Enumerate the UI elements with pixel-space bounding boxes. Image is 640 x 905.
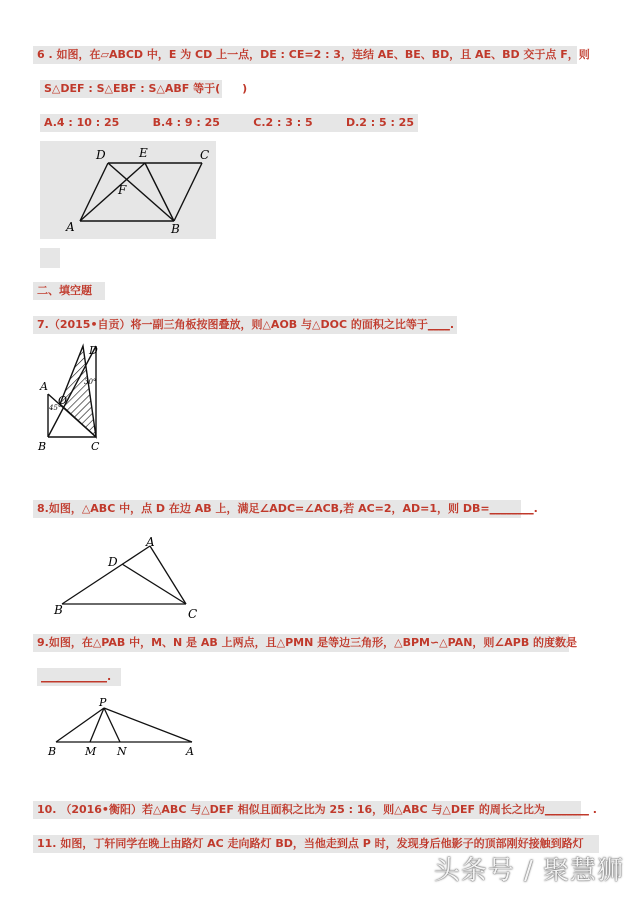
q10-stem-text: 10. （2016•衡阳）若△ABC 与△DEF 相似且面积之比为 25 : 16，则△ABC 与△DEF 的周长之比为	[37, 803, 545, 816]
q8-side-ba	[62, 546, 150, 604]
q7-label-a: A	[40, 380, 48, 393]
q8-stem-text: 8.如图，△ABC 中，点 D 在边 AB 上，满足∠ADC=∠ACB,若 AC=2，AD=1，则 DB=	[37, 502, 490, 515]
q7-angle-30: 30°	[84, 378, 97, 386]
q9-label-n: N	[117, 745, 127, 758]
q6-ratio: S△DEF : S△EBF : S△ABF 等于( )	[40, 80, 222, 98]
q9-stem: 9.如图，在△PAB 中，M、N 是 AB 上两点，且△PMN 是等边三角形，△BPM∽△PAN，则∠APB 的度数是	[33, 634, 569, 652]
q8-stem	[33, 500, 538, 518]
q6-label-a: A	[66, 220, 75, 234]
q7-hatched-triangle	[60, 346, 96, 437]
q6-parallelogram-figure	[40, 141, 216, 239]
q6-label-d: D	[96, 148, 106, 162]
q9-label-p: P	[99, 696, 107, 709]
q8-stem-end: .	[533, 502, 538, 515]
q10-stem-end: .	[588, 803, 597, 816]
q7-angle-45: 45°	[49, 404, 62, 412]
watermark-text: 头条号 / 聚慧狮	[433, 856, 624, 886]
q6-label-b: B	[171, 222, 180, 236]
q7-stem	[33, 316, 457, 334]
q10-answer-blank: ________	[544, 803, 589, 816]
q8-label-b: B	[54, 603, 63, 617]
q7-triangle-figure	[36, 342, 106, 454]
small-shaded-box	[40, 248, 60, 268]
q7-stem-end: .	[449, 318, 455, 331]
q8-label-c: C	[188, 607, 198, 621]
q9-label-m: M	[85, 745, 97, 758]
q6-label-c: C	[200, 148, 210, 162]
q6-option-a: A.4 : 10 : 25	[44, 116, 120, 129]
q9-triangle-figure	[44, 696, 200, 760]
q7-label-o: O	[58, 394, 68, 407]
q8-segment-dc	[122, 564, 186, 604]
q7-label-b: B	[38, 440, 47, 453]
q9-label-b: B	[48, 745, 57, 758]
q9-answer-line	[37, 668, 121, 686]
q9-answer-blank: ____________	[41, 670, 107, 683]
q7-label-c: C	[91, 440, 100, 453]
q6-stem: 6 . 如图，在▱ABCD 中，E 为 CD 上一点，DE : CE=2 : 3，连结 AE、BE、BD，且 AE、BD 交于点 F，则	[33, 46, 577, 64]
q6-label-e: E	[139, 146, 148, 160]
q9-label-a: A	[186, 745, 194, 758]
q8-side-ac	[150, 546, 186, 604]
q6-label-f: F	[118, 183, 127, 197]
q6-option-b: B.4 : 9 : 25	[152, 116, 220, 129]
q7-answer-blank: ____	[427, 318, 450, 331]
q7-label-d: D	[89, 344, 98, 357]
section-title-fill-blank: 二、填空题	[33, 282, 105, 300]
q8-triangle-figure	[50, 530, 210, 622]
q8-label-d: D	[108, 555, 118, 569]
q7-stem-text: 7.（2015•自贡）将一副三角板按图叠放，则△AOB 与△DOC 的面积之比等于	[37, 318, 428, 331]
q9-stem-end: .	[107, 670, 112, 683]
q6-option-d: D.2 : 5 : 25	[345, 116, 414, 129]
q6-option-c: C.2 : 3 : 5	[253, 116, 313, 129]
q6-options	[40, 114, 418, 132]
q11-stem: 11. 如图，丁轩同学在晚上由路灯 AC 走向路灯 BD，当他走到点 P 时，发现身后他影子的顶部刚好接触到路灯	[33, 835, 599, 853]
q8-label-a: A	[146, 535, 155, 549]
q8-answer-blank: ________	[489, 502, 534, 515]
q10-stem	[33, 801, 597, 819]
